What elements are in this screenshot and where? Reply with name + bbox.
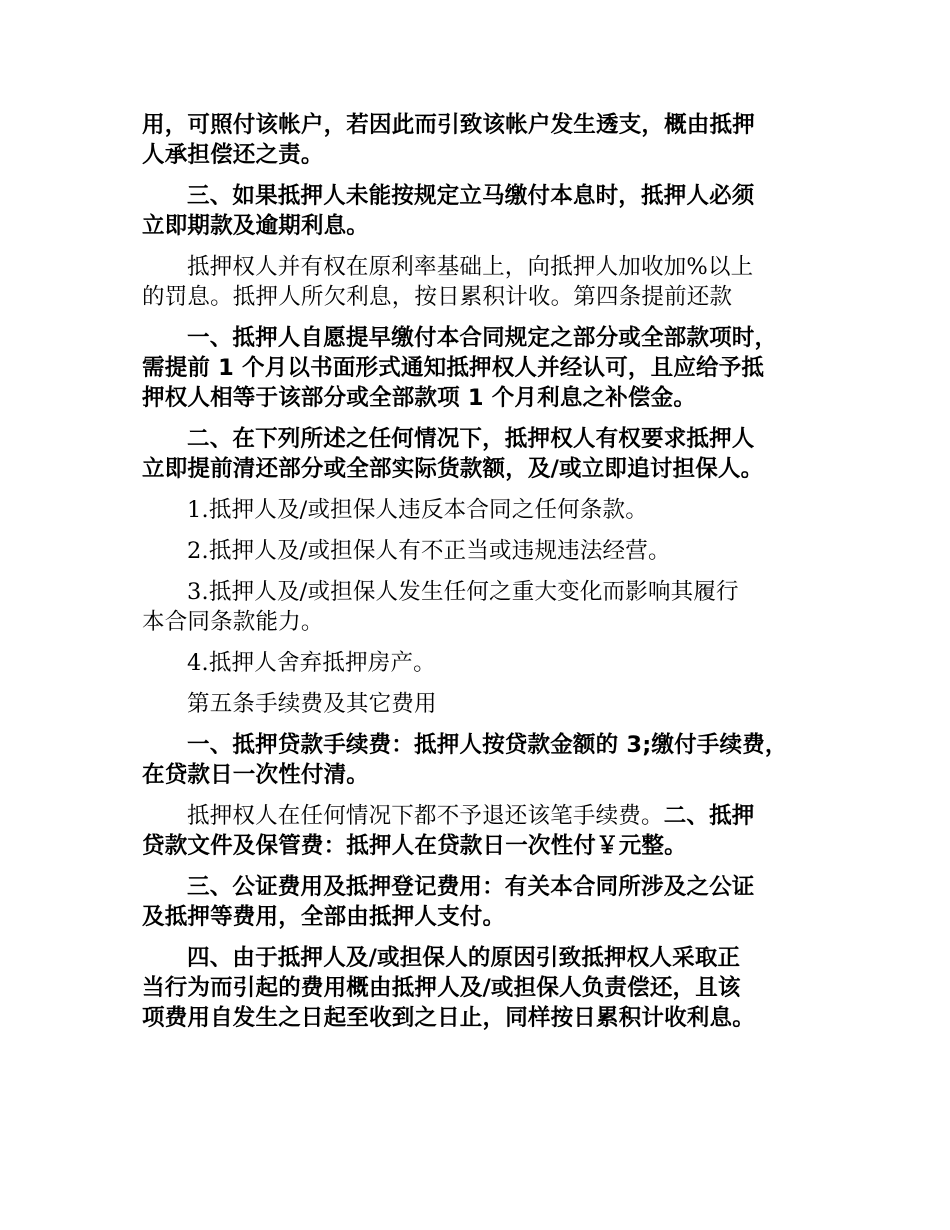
paragraph-penalty-interest: 抵押权人并有权在原利率基础上，向抵押人加收加%以上 的罚息。抵押人所欠利息，按日累积计收。第四条提前还款	[142, 254, 754, 310]
list-item-condition-4: 4.抵押人舍弃抵押房产。	[187, 650, 436, 676]
paragraph-demand-repayment: 二、在下列所述之任何情况下，抵押权人有权要求抵押人 立即提前清还部分或全部实际货款额，及/或立即追讨担保人。	[142, 426, 764, 482]
paragraph-notary-fees: 三、公证费用及抵押登记费用：有关本合同所涉及之公证 及抵押等费用，全部由抵押人支付。	[142, 874, 755, 930]
document-body	[142, 110, 822, 1044]
list-item-condition-1: 1.抵押人及/或担保人违反本合同之任何条款。	[187, 497, 648, 523]
list-item-condition-2: 2.抵押人及/或担保人有不正当或违规违法经营。	[187, 538, 671, 564]
paragraph-overdraft-liability: 用，可照付该帐户，若因此而引致该帐户发生透支，概由抵押 人承担偿还之责。	[142, 112, 755, 168]
paragraph-handling-fee: 一、抵押贷款手续费：抵押人按贷款金额的 3;缴付手续费， 在贷款日一次性付清。	[142, 732, 788, 788]
paragraph-enforcement-costs: 四、由于抵押人及/或担保人的原因引致抵押权人采取正 当行为而引起的费用概由抵押人及/或担保人负责偿还，且该 项费用自发生之日起至收到之日止，同样按日累积计收利息。	[142, 945, 755, 1031]
section-heading-fees: 第五条手续费及其它费用	[187, 691, 437, 717]
paragraph-early-repayment: 一、抵押人自愿提早缴付本合同规定之部分或全部款项时， 需提前 1 个月以书面形式通知抵押权人并经认可，且应给予抵 押权人相等于该部分或全部款项 1 个月利息之补偿金。	[142, 325, 778, 411]
paragraph-non-refundable-and-custody-fee	[142, 801, 822, 861]
paragraph-overdue-interest: 三、如果抵押人未能按规定立马缴付本息时，抵押人必须 立即期款及逾期利息。	[142, 183, 755, 239]
custody-fee-text: 二、抵押 贷款文件及保管费：抵押人在贷款日一次性付￥元整。	[142, 803, 755, 859]
non-refundable-text: 抵押权人在任何情况下都不予退还该笔手续费。	[187, 803, 664, 829]
list-item-condition-3: 3.抵押人及/或担保人发生任何之重大变化而影响其履行 本合同条款能力。	[142, 579, 739, 635]
